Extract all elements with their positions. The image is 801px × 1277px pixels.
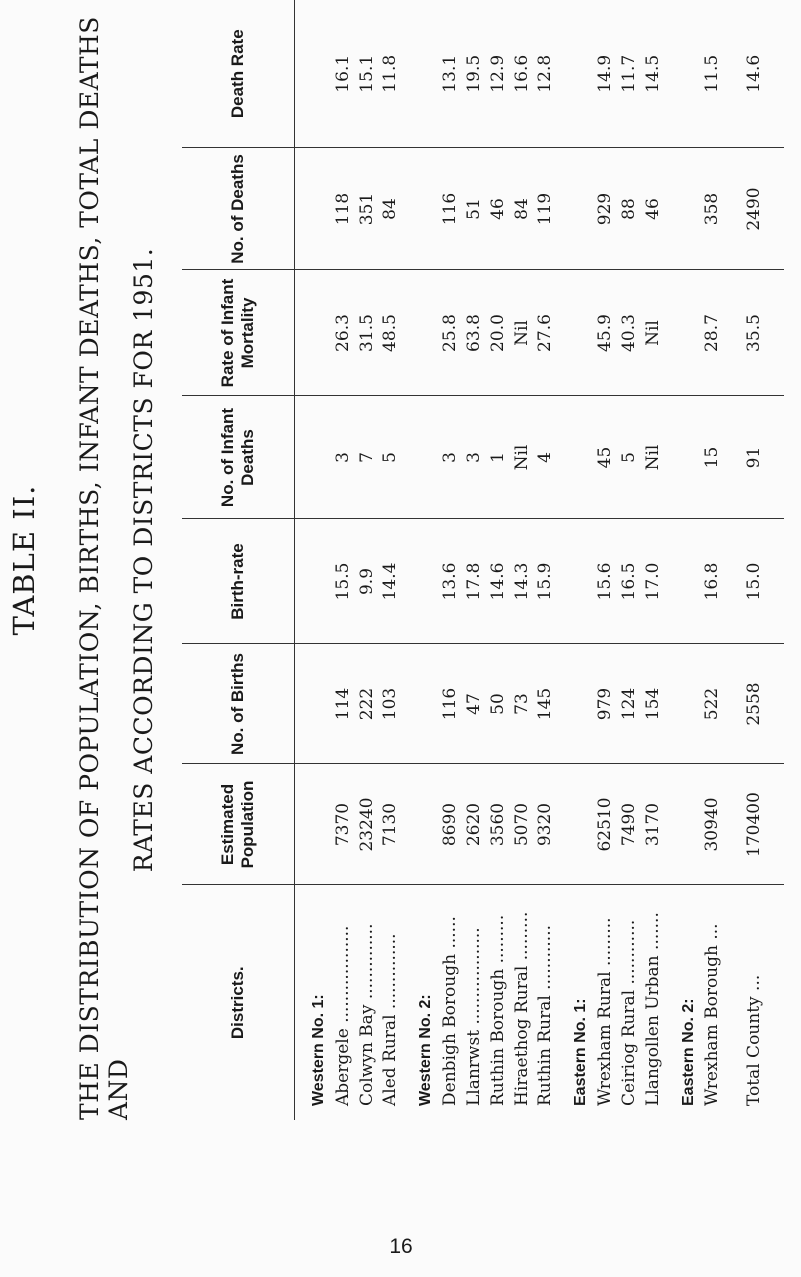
infant-deaths-cell: 3 [438,396,462,519]
deaths-cell: 358 [700,148,724,270]
birth-rate-cell: 15.9 [534,519,558,644]
infant-mortality-cell: 40.3 [617,270,641,396]
district-name: Llanrwst .................. [463,927,484,1106]
death-rate-cell: 14.9 [593,0,617,148]
col-deaths: No. of Deaths [182,148,295,270]
population-cell: 3170 [641,764,665,885]
population-cell: 5070 [510,764,534,885]
infant-deaths-cell: 15 [700,396,724,519]
death-rate-cell: 12.9 [486,0,510,148]
death-rate-cell: 16.6 [510,0,534,148]
deaths-cell: 2490 [736,148,772,270]
deaths-cell: 46 [486,148,510,270]
deaths-cell: 929 [593,148,617,270]
population-cell: 7490 [617,764,641,885]
births-cell: 114 [331,644,355,764]
total-row [736,0,772,1120]
infant-mortality-cell: 25.8 [438,270,462,396]
col-death-rate: Death Rate [182,0,295,148]
infant-deaths-cell: 7 [355,396,379,519]
birth-rate-cell: 15.6 [593,519,617,644]
table-row [510,0,534,1120]
header-row [182,0,295,1120]
group-label: Western No. 1: [309,994,327,1106]
infant-deaths-cell: Nil [510,396,534,519]
table-row [331,0,355,1120]
table-row [617,0,641,1120]
death-rate-cell: 19.5 [462,0,486,148]
population-cell: 170400 [736,764,772,885]
table-row [438,0,462,1120]
col-infant-mortality: Rate of Infant Mortality [182,270,295,396]
births-cell: 2558 [736,644,772,764]
table-row [462,0,486,1120]
birth-rate-cell: 16.8 [700,519,724,644]
district-name: Aled Rural .............. [380,933,401,1106]
births-cell: 103 [379,644,403,764]
births-cell: 222 [355,644,379,764]
births-cell: 522 [700,644,724,764]
table-row [486,0,510,1120]
births-cell: 979 [593,644,617,764]
population-cell: 30940 [700,764,724,885]
group-label: Eastern No. 2: [679,998,697,1106]
infant-mortality-cell: 26.3 [331,270,355,396]
deaths-cell: 51 [462,148,486,270]
death-rate-cell: 11.7 [617,0,641,148]
infant-deaths-cell: 91 [736,396,772,519]
deaths-cell: 88 [617,148,641,270]
deaths-cell: 118 [331,148,355,270]
infant-mortality-cell: 28.7 [700,270,724,396]
group-label: Western No. 2: [417,994,435,1106]
district-name: Wrexham Borough ... [702,923,723,1106]
deaths-cell: 351 [355,148,379,270]
district-name: Ruthin Rural ............ [535,924,556,1106]
district-name: Denbigh Borough ...... [440,916,461,1106]
table-row [379,0,403,1120]
birth-rate-cell: 14.4 [379,519,403,644]
infant-deaths-cell: 45 [593,396,617,519]
table-row [355,0,379,1120]
birth-rate-cell: 16.5 [617,519,641,644]
group-heading [677,0,701,1120]
infant-deaths-cell: 5 [617,396,641,519]
infant-mortality-cell: 31.5 [355,270,379,396]
birth-rate-cell: 15.5 [331,519,355,644]
district-name: Ruthin Borough ......... [487,914,508,1106]
deaths-cell: 116 [438,148,462,270]
population-cell: 9320 [534,764,558,885]
district-name: Hiraethog Rural ......... [511,911,532,1106]
births-cell: 47 [462,644,486,764]
group-label: Eastern No. 1: [572,998,590,1106]
deaths-cell: 84 [379,148,403,270]
death-rate-cell: 11.5 [700,0,724,148]
infant-mortality-cell: 35.5 [736,270,772,396]
births-cell: 124 [617,644,641,764]
death-rate-cell: 13.1 [438,0,462,148]
district-name: Colwyn Bay .............. [356,923,377,1106]
death-rate-cell: 11.8 [379,0,403,148]
infant-mortality-cell: 63.8 [462,270,486,396]
birth-rate-cell: 17.0 [641,519,665,644]
infant-deaths-cell: 3 [462,396,486,519]
infant-mortality-cell: 48.5 [379,270,403,396]
deaths-cell: 46 [641,148,665,270]
population-cell: 8690 [438,764,462,885]
table-row [700,0,724,1120]
col-birth-rate: Birth-rate [182,519,295,644]
infant-mortality-cell: Nil [641,270,665,396]
district-name: Llangollen Urban ....... [642,912,663,1106]
infant-mortality-cell: 45.9 [593,270,617,396]
birth-rate-cell: 14.6 [486,519,510,644]
table-number: TABLE II. [7,484,41,636]
group-heading [569,0,593,1120]
infant-mortality-cell: 20.0 [486,270,510,396]
birth-rate-cell: 14.3 [510,519,534,644]
infant-deaths-cell: 5 [379,396,403,519]
birth-rate-cell: 17.8 [462,519,486,644]
district-statistics-table [182,0,784,1120]
births-cell: 50 [486,644,510,764]
district-name: Wrexham Rural ......... [595,917,616,1106]
infant-deaths-cell: 4 [534,396,558,519]
birth-rate-cell: 9.9 [355,519,379,644]
population-cell: 62510 [593,764,617,885]
infant-deaths-cell: Nil [641,396,665,519]
population-cell: 7370 [331,764,355,885]
col-infant-deaths: No. of Infant Deaths [182,396,295,519]
district-name: Ceiriog Rural ............ [618,919,639,1106]
page-number: 16 [389,1235,413,1258]
deaths-cell: 119 [534,148,558,270]
birth-rate-cell: 15.0 [736,519,772,644]
col-population: Estimated Population [182,764,295,885]
infant-deaths-cell: 3 [331,396,355,519]
births-cell: 116 [438,644,462,764]
district-name: Abergele .................. [332,925,353,1106]
death-rate-cell: 14.5 [641,0,665,148]
table-title-line1: THE DISTRIBUTION OF POPULATION, BIRTHS, INFANT DEATHS, TOTAL DEATHS AND [75,16,133,1120]
death-rate-cell: 14.6 [736,0,772,148]
population-cell: 23240 [355,764,379,885]
group-heading [414,0,438,1120]
birth-rate-cell: 13.6 [438,519,462,644]
births-cell: 73 [510,644,534,764]
table-row [641,0,665,1120]
deaths-cell: 84 [510,148,534,270]
table-row [593,0,617,1120]
infant-mortality-cell: 27.6 [534,270,558,396]
death-rate-cell: 15.1 [355,0,379,148]
death-rate-cell: 16.1 [331,0,355,148]
population-cell: 7130 [379,764,403,885]
col-births: No. of Births [182,644,295,764]
table-row [534,0,558,1120]
table-title-line2: RATES ACCORDING TO DISTRICTS FOR 1951. [128,247,158,873]
infant-deaths-cell: 1 [486,396,510,519]
births-cell: 145 [534,644,558,764]
population-cell: 3560 [486,764,510,885]
death-rate-cell: 12.8 [534,0,558,148]
col-districts: Districts. [182,885,295,1120]
births-cell: 154 [641,644,665,764]
group-heading [307,0,331,1120]
total-label: Total County ... [744,974,765,1106]
infant-mortality-cell: Nil [510,270,534,396]
population-cell: 2620 [462,764,486,885]
